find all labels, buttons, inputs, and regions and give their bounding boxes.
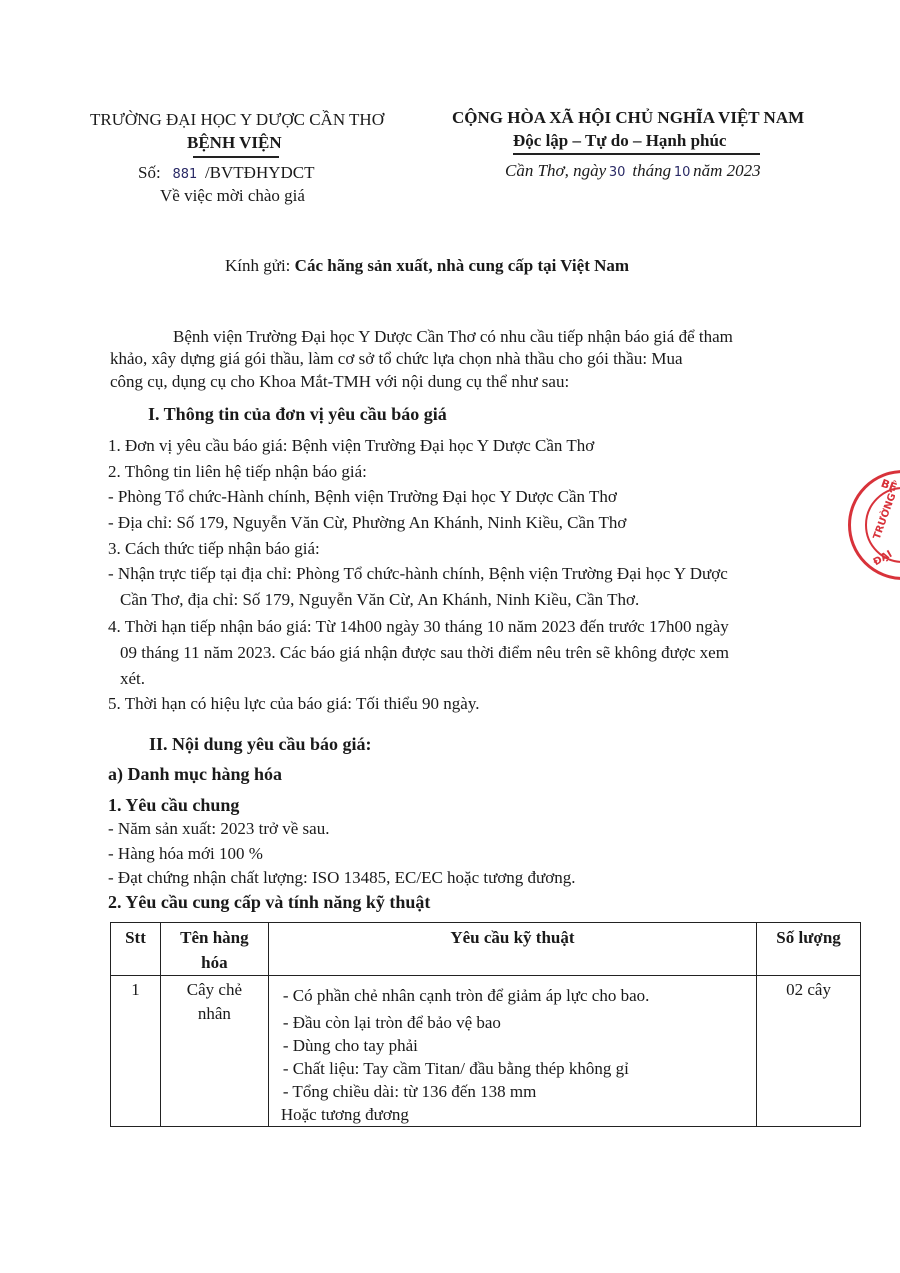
doc-number-handwritten: 881	[172, 167, 198, 182]
general-requirement: - Hàng hóa mới 100 %	[108, 844, 263, 863]
section-1-line: Cần Thơ, địa chỉ: Số 179, Nguyễn Văn Cừ, An Khánh, Ninh Kiều, Cần Thơ.	[120, 590, 640, 609]
org-name: TRƯỜNG ĐẠI HỌC Y DƯỢC CẦN THƠ	[90, 110, 384, 129]
org-unit: BỆNH VIỆN	[187, 133, 282, 152]
stamp-seal	[848, 470, 900, 580]
general-requirement: - Năm sản xuất: 2023 trở về sau.	[108, 819, 330, 838]
cell-item-name-line: nhân	[197, 1004, 231, 1023]
section-1-line: 5. Thời hạn có hiệu lực của báo giá: Tối thiểu 90 ngày.	[108, 694, 480, 713]
section-1-line: xét.	[120, 669, 146, 688]
motto: Độc lập – Tự do – Hạnh phúc	[513, 131, 727, 150]
general-requirement: - Đạt chứng nhận chất lượng: ISO 13485, EC/EC hoặc tương đương.	[108, 868, 576, 887]
section-1-line: 09 tháng 11 năm 2023. Các báo giá nhận được sau thời điểm nêu trên sẽ không được xem	[120, 643, 729, 662]
section-1-line: 4. Thời hạn tiếp nhận báo giá: Từ 14h00 ngày 30 tháng 10 năm 2023 đến trước 17h00 ngày	[108, 617, 729, 636]
section-1-line: - Địa chỉ: Số 179, Nguyễn Văn Cừ, Phường An Khánh, Ninh Kiều, Cần Thơ	[108, 513, 627, 532]
section-2-sub-a: a) Danh mục hàng hóa	[108, 764, 283, 784]
recipient-name: Các hãng sản xuất, nhà cung cấp tại Việt Nam	[294, 256, 630, 275]
header-stt: Stt	[111, 923, 161, 976]
technical-requirements-title: 2. Yêu cầu cung cấp và tính năng kỹ thuật	[108, 892, 431, 912]
nation-title: CỘNG HÒA XÃ HỘI CHỦ NGHĨA VIỆT NAM	[452, 108, 805, 127]
org-unit-underline	[193, 156, 279, 158]
spec-line: - Dùng cho tay phải	[282, 1036, 418, 1055]
doc-number-suffix: /BVTĐHYDCT	[204, 163, 315, 182]
section-1-line: - Phòng Tổ chức-Hành chính, Bệnh viện Trường Đại học Y Dược Cần Thơ	[108, 487, 617, 506]
section-1-line: 1. Đơn vị yêu cầu báo giá: Bệnh viện Trường Đại học Y Dược Cần Thơ	[108, 436, 595, 455]
date-line	[505, 161, 761, 181]
header-spec: Yêu cầu kỹ thuật	[268, 923, 756, 976]
header-qty: Số lượng	[757, 923, 861, 976]
spec-line: Hoặc tương đương	[280, 1105, 409, 1124]
stamp-text: ĐẠI	[871, 548, 895, 569]
table-header-row	[111, 923, 861, 976]
table-row	[111, 976, 861, 1127]
doc-number-prefix: Số:	[138, 163, 161, 182]
date-place: Cần Thơ, ngày	[505, 161, 607, 180]
cell-spec	[268, 976, 756, 1127]
header-item-name	[160, 923, 268, 976]
intro-line-1: Bệnh viện Trường Đại học Y Dược Cần Thơ có nhu cầu tiếp nhận báo giá để tham	[173, 327, 733, 346]
doc-number	[138, 163, 315, 183]
intro-line-2: khảo, xây dựng giá gói thầu, làm cơ sở tổ chức lựa chọn nhà thầu cho gói thầu: Mua	[110, 349, 683, 368]
section-1-line: 3. Cách thức tiếp nhận báo giá:	[108, 539, 320, 558]
section-1-line: - Nhận trực tiếp tại địa chỉ: Phòng Tổ chức-hành chính, Bệnh viện Trường Đại học Y Dược	[108, 564, 728, 583]
spec-line: - Tổng chiều dài: từ 136 đến 138 mm	[282, 1082, 537, 1101]
date-year: năm 2023	[693, 161, 761, 180]
spec-line: - Có phần chẻ nhân cạnh tròn để giảm áp lực cho bao.	[282, 986, 650, 1005]
spec-line: - Chất liệu: Tay cầm Titan/ đầu bằng thép không gỉ	[282, 1059, 629, 1078]
section-1-line: 2. Thông tin liên hệ tiếp nhận báo giá:	[108, 462, 367, 481]
cell-qty: 02 cây	[757, 976, 861, 1127]
stamp-text: TRƯỜNG	[871, 491, 899, 542]
stamp-clip	[845, 465, 900, 590]
spec-table	[110, 922, 861, 1127]
doc-subject: Về việc mời chào giá	[160, 186, 305, 205]
spec-line: - Đầu còn lại tròn để bảo vệ bao	[282, 1013, 501, 1032]
intro-line-3: công cụ, dụng cụ cho Khoa Mắt-TMH với nội dung cụ thể như sau:	[110, 372, 570, 391]
recipient-prefix: Kính gửi:	[225, 256, 291, 275]
stamp-text: BỆ	[879, 476, 899, 495]
date-month-word: tháng	[632, 161, 672, 180]
date-month-handwritten: 10	[673, 165, 691, 180]
section-1-title: I. Thông tin của đơn vị yêu cầu báo giá	[148, 404, 447, 424]
general-requirements-title: 1. Yêu cầu chung	[108, 795, 240, 815]
cell-item-name-line: Cây chẻ	[186, 980, 242, 999]
header-item-name-line: hóa	[201, 953, 228, 972]
cell-item-name	[160, 976, 268, 1127]
cell-stt: 1	[111, 976, 161, 1127]
recipient	[225, 256, 629, 276]
motto-underline	[513, 153, 760, 155]
header-item-name-line: Tên hàng	[180, 928, 249, 947]
section-2-title: II. Nội dung yêu cầu báo giá:	[149, 734, 372, 754]
date-day-handwritten: 30	[608, 165, 626, 180]
